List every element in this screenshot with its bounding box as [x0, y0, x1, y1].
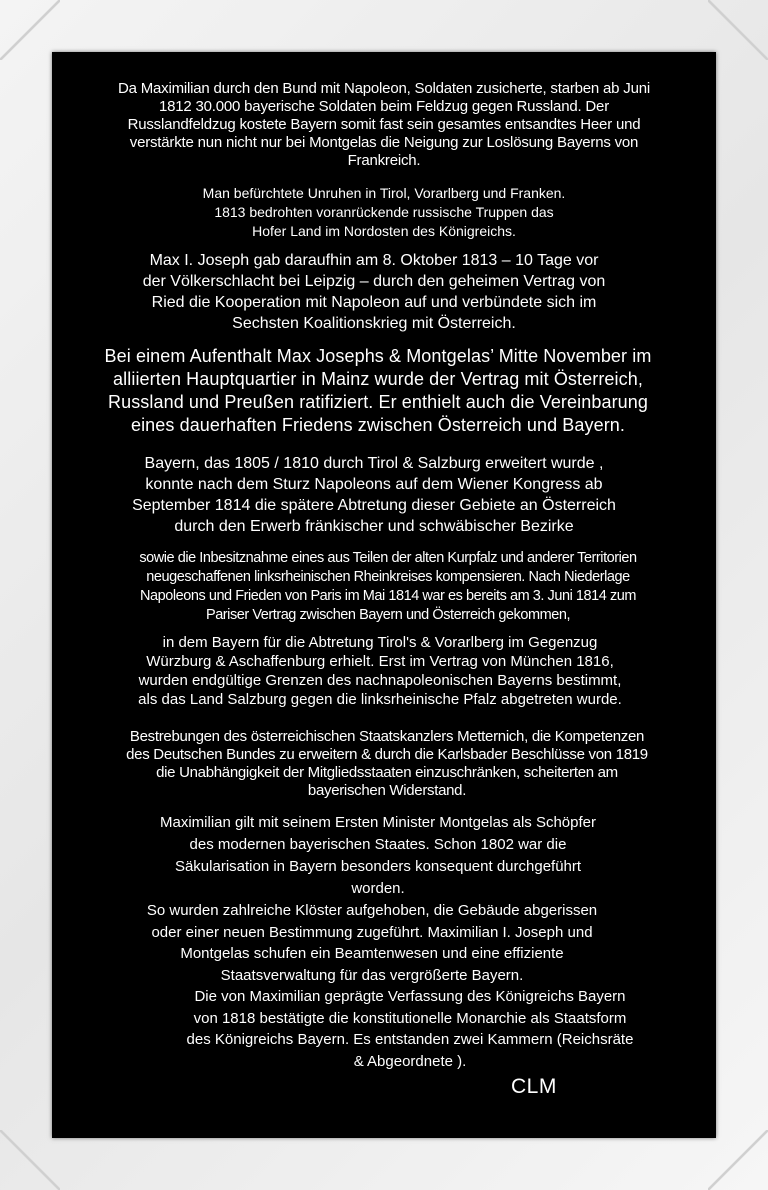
paragraph-5: [52, 453, 696, 537]
paragraph-11: [110, 986, 710, 1072]
text-line: des Deutschen Bundes zu erweitern & durch die Karlsbader Beschlüsse von 1819: [126, 746, 648, 763]
text-line: Max I. Joseph gab daraufhin am 8. Oktober 1813 – 10 Tage vor: [149, 252, 599, 269]
text-line: wurden endgültige Grenzen des nachnapoleonischen Bayerns bestimmt,: [138, 672, 622, 689]
paragraph-1: [52, 80, 716, 170]
text-line: Napoleons und Frieden von Paris im Mai 1814 war es bereits am 3. Juni 1814 zum: [139, 588, 637, 604]
text-line: des Königreichs Bayern. Es entstanden zwei Kammern (Reichsräte: [186, 1031, 634, 1048]
text-line: sowie die Inbesitznahme eines aus Teilen der alten Kurpfalz und anderer Territorien: [139, 550, 637, 566]
text-line: Man befürchtete Unruhen in Tirol, Vorarlberg und Franken.: [202, 185, 566, 201]
signature: CLM: [511, 1075, 557, 1098]
text-line: alliierten Hauptquartier in Mainz wurde der Vertrag mit Österreich,: [113, 369, 643, 389]
text-line: Bayern, das 1805 / 1810 durch Tirol & Salzburg erweitert wurde ,: [144, 455, 604, 472]
text-line: Staatsverwaltung für das vergrößerte Bayern.: [220, 966, 524, 984]
text-line: konnte nach dem Sturz Napoleons auf dem Wiener Kongress ab: [145, 476, 603, 493]
text-line: Russland und Preußen ratifiziert. Er enthielt auch die Vereinbarung: [107, 392, 648, 412]
paragraph-2: [52, 184, 716, 241]
text-line: September 1814 die spätere Abtretung dieser Gebiete an Österreich: [132, 497, 616, 514]
text-line: Pariser Vertrag zwischen Bayern und Österreich gekommen,: [205, 607, 571, 623]
paragraph-4: [52, 345, 704, 437]
text-line: Bestrebungen des österreichischen Staatskanzlers Metternich, die Kompetenzen: [129, 728, 645, 745]
frame-corner-top-right: [708, 0, 768, 60]
text-line: eines dauerhaften Friedens zwischen Österreich und Bayern.: [130, 415, 626, 435]
paragraph-10: [52, 900, 692, 986]
text-line: Die von Maximilian geprägte Verfassung des Königreichs Bayern: [194, 988, 626, 1005]
text-line: als das Land Salzburg gegen die linksrheinische Pfalz abgetreten wurde.: [138, 691, 622, 708]
text-line: bayerischen Widerstand.: [307, 782, 467, 799]
text-line: Bei einem Aufenthalt Max Josephs & Montgelas’ Mitte November im: [104, 346, 652, 366]
text-line: Russlandfeldzug kostete Bayern somit fast sein gesamtes entsandtes Heer und: [127, 116, 641, 133]
paragraph-3: [52, 250, 696, 334]
text-line: durch den Erwerb fränkischer und schwäbischer Bezirke: [174, 518, 574, 535]
paragraph-8: [52, 728, 722, 800]
text-line: 1813 bedrohten voranrückende russische Truppen das: [214, 204, 554, 220]
text-line: in dem Bayern für die Abtretung Tirol's & Vorarlberg im Gegenzug: [162, 634, 598, 651]
paragraph-6: [52, 549, 724, 625]
text-line: der Völkerschlacht bei Leipzig – durch den geheimen Vertrag von: [142, 273, 606, 290]
text-line: Ried die Kooperation mit Napoleon auf und verbündete sich im: [151, 294, 597, 311]
text-line: oder einer neuen Bestimmung zugeführt. Maximilian I. Joseph und: [151, 923, 593, 941]
text-line: Frankreich.: [347, 152, 421, 169]
text-line: die Unabhängigkeit der Mitgliedsstaaten einzuschränken, scheiterten am: [156, 764, 618, 781]
text-line: Würzburg & Aschaffenburg erhielt. Erst im Vertrag von München 1816,: [146, 653, 614, 670]
text-line: Hofer Land im Nordosten des Königreichs.: [252, 223, 516, 239]
text-line: Da Maximilian durch den Bund mit Napoleon, Soldaten zusicherte, starben ab Juni: [117, 80, 650, 97]
frame-corner-bottom-left: [0, 1130, 60, 1190]
text-line: verstärkte nun nicht nur bei Montgelas die Neigung zur Loslösung Bayerns von: [129, 134, 639, 151]
text-line: 1812 30.000 bayerische Soldaten beim Feldzug gegen Russland. Der: [158, 98, 609, 115]
text-line: von 1818 bestätigte die konstitutionelle Monarchie als Staatsform: [193, 1009, 627, 1027]
paragraph-9: [52, 812, 704, 900]
text-line: neugeschaffenen linksrheinischen Rheinkreises kompensieren. Nach Niederlage: [146, 569, 630, 585]
text-line: Maximilian gilt mit seinem Ersten Minister Montgelas als Schöpfer: [160, 814, 596, 831]
paragraph-7: [52, 633, 708, 709]
text-line: Montgelas schufen ein Beamtenwesen und eine effiziente: [180, 945, 564, 962]
frame-corner-bottom-right: [708, 1130, 768, 1190]
text-line: & Abgeordnete ).: [353, 1052, 467, 1070]
text-line: worden.: [351, 880, 405, 897]
text-line: So wurden zahlreiche Klöster aufgehoben, die Gebäude abgerissen: [146, 902, 598, 919]
text-line: Säkularisation in Bayern besonders konsequent durchgeführt: [174, 858, 582, 875]
frame-corner-top-left: [0, 0, 60, 60]
text-line: des modernen bayerischen Staates. Schon 1802 war die: [189, 836, 567, 853]
text-line: Sechsten Koalitionskrieg mit Österreich.: [232, 315, 516, 332]
